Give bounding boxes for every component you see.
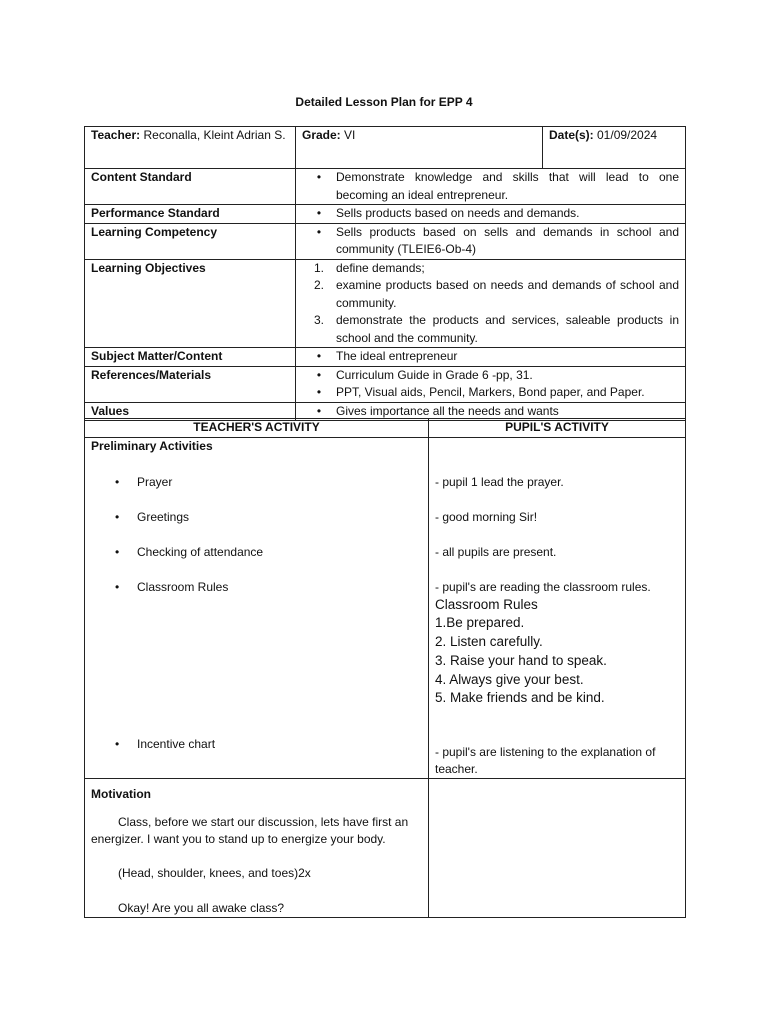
subject-matter-value <box>296 348 686 367</box>
performance-standard-value <box>296 205 686 224</box>
motivation-paragraph: (Head, shoulder, knees, and toes)2x <box>118 865 311 880</box>
list-item: • The ideal entrepreneur <box>316 349 458 363</box>
list-item: 2. Listen carefully. <box>435 634 543 650</box>
teacher-value: Reconalla, Kleint Adrian S. <box>140 128 286 142</box>
references-row <box>85 366 686 402</box>
list-item: 3. demonstrate the products and services, saleable products in school and the community. <box>313 313 679 345</box>
learning-competency-row <box>85 223 686 259</box>
performance-standard-row <box>85 205 686 224</box>
list-item: • Sells products based on sells and demands in school and community (TLEIE6-Ob-4) <box>316 224 679 256</box>
pupil-response: - pupil's are reading the classroom rules. <box>435 579 651 594</box>
learning-competency-value <box>296 223 686 259</box>
list-item: 4. Always give your best. <box>435 671 584 687</box>
learning-objectives-row <box>85 259 686 348</box>
list-item: • Checking of attendance <box>115 544 264 559</box>
activities-table <box>84 418 686 918</box>
grade-cell <box>296 127 543 169</box>
grade-label: Grade: <box>302 128 341 142</box>
lesson-plan-info-table <box>84 126 686 421</box>
subject-matter-row <box>85 348 686 367</box>
motivation-teacher-cell <box>85 778 429 917</box>
pupil-response: - good morning Sir! <box>435 509 538 524</box>
teacher-activity-header: TEACHER'S ACTIVITY <box>85 419 429 438</box>
list-item: • Demonstrate knowledge and skills that will lead to one becoming an ideal entrepreneur. <box>316 170 679 202</box>
list-item: • Gives importance all the needs and wants <box>316 403 559 418</box>
learning-objectives-value <box>296 259 686 348</box>
header-row <box>85 127 686 169</box>
list-item: 3. Raise your hand to speak. <box>435 652 607 668</box>
content-standard-value <box>296 169 686 205</box>
activities-header-row <box>85 419 686 438</box>
motivation-row <box>85 778 686 917</box>
list-item: • Sells products based on needs and demands. <box>316 206 580 220</box>
list-item: 2. examine products based on needs and demands of school and community. <box>313 278 679 310</box>
pupil-activity-header: PUPIL'S ACTIVITY <box>429 419 686 438</box>
date-cell <box>543 127 686 169</box>
date-value: 01/09/2024 <box>593 128 658 142</box>
pupil-response: - all pupils are present. <box>435 544 557 559</box>
list-item: • Prayer <box>115 474 173 489</box>
preliminary-title: Preliminary Activities <box>91 438 213 453</box>
motivation-title: Motivation <box>91 786 151 801</box>
grade-value: VI <box>340 128 356 142</box>
references-label: References/Materials <box>85 366 296 402</box>
list-item: • Greetings <box>115 509 190 524</box>
preliminary-pupil-cell <box>429 437 686 778</box>
list-item: 1. define demands; <box>313 260 425 275</box>
list-item: • Incentive chart <box>115 736 216 751</box>
pupil-response: - pupil's are listening to the explanation of teacher. <box>435 744 656 776</box>
preliminary-teacher-cell <box>85 437 429 778</box>
motivation-paragraph: Class, before we start our discussion, lets have first an energizer. I want you to stand up to energize your body. <box>91 814 409 846</box>
list-item: • Curriculum Guide in Grade 6 -pp, 31. <box>316 367 533 382</box>
motivation-paragraph: Okay! Are you all awake class? <box>118 900 285 915</box>
classroom-rules-title: Classroom Rules <box>435 596 538 612</box>
values-label: Values <box>85 402 296 421</box>
list-item: 1.Be prepared. <box>435 615 525 631</box>
performance-standard-label: Performance Standard <box>85 205 296 224</box>
document-title: Detailed Lesson Plan for EPP 4 <box>295 95 473 109</box>
references-value <box>296 366 686 402</box>
learning-competency-label: Learning Competency <box>85 223 296 259</box>
subject-matter-label: Subject Matter/Content <box>85 348 296 367</box>
pupil-response: - pupil 1 lead the prayer. <box>435 474 564 489</box>
classroom-rules-list <box>435 596 607 709</box>
date-label: Date(s): <box>549 128 594 142</box>
list-item: • Classroom Rules <box>115 579 229 594</box>
preliminary-row <box>85 437 686 778</box>
motivation-pupil-cell <box>429 778 686 917</box>
content-standard-row <box>85 169 686 205</box>
content-standard-label: Content Standard <box>85 169 296 205</box>
teacher-cell <box>85 127 296 169</box>
list-item: • PPT, Visual aids, Pencil, Markers, Bond paper, and Paper. <box>316 385 645 399</box>
teacher-label: Teacher: <box>91 128 141 142</box>
list-item: 5. Make friends and be kind. <box>435 690 605 706</box>
learning-objectives-label: Learning Objectives <box>85 259 296 348</box>
